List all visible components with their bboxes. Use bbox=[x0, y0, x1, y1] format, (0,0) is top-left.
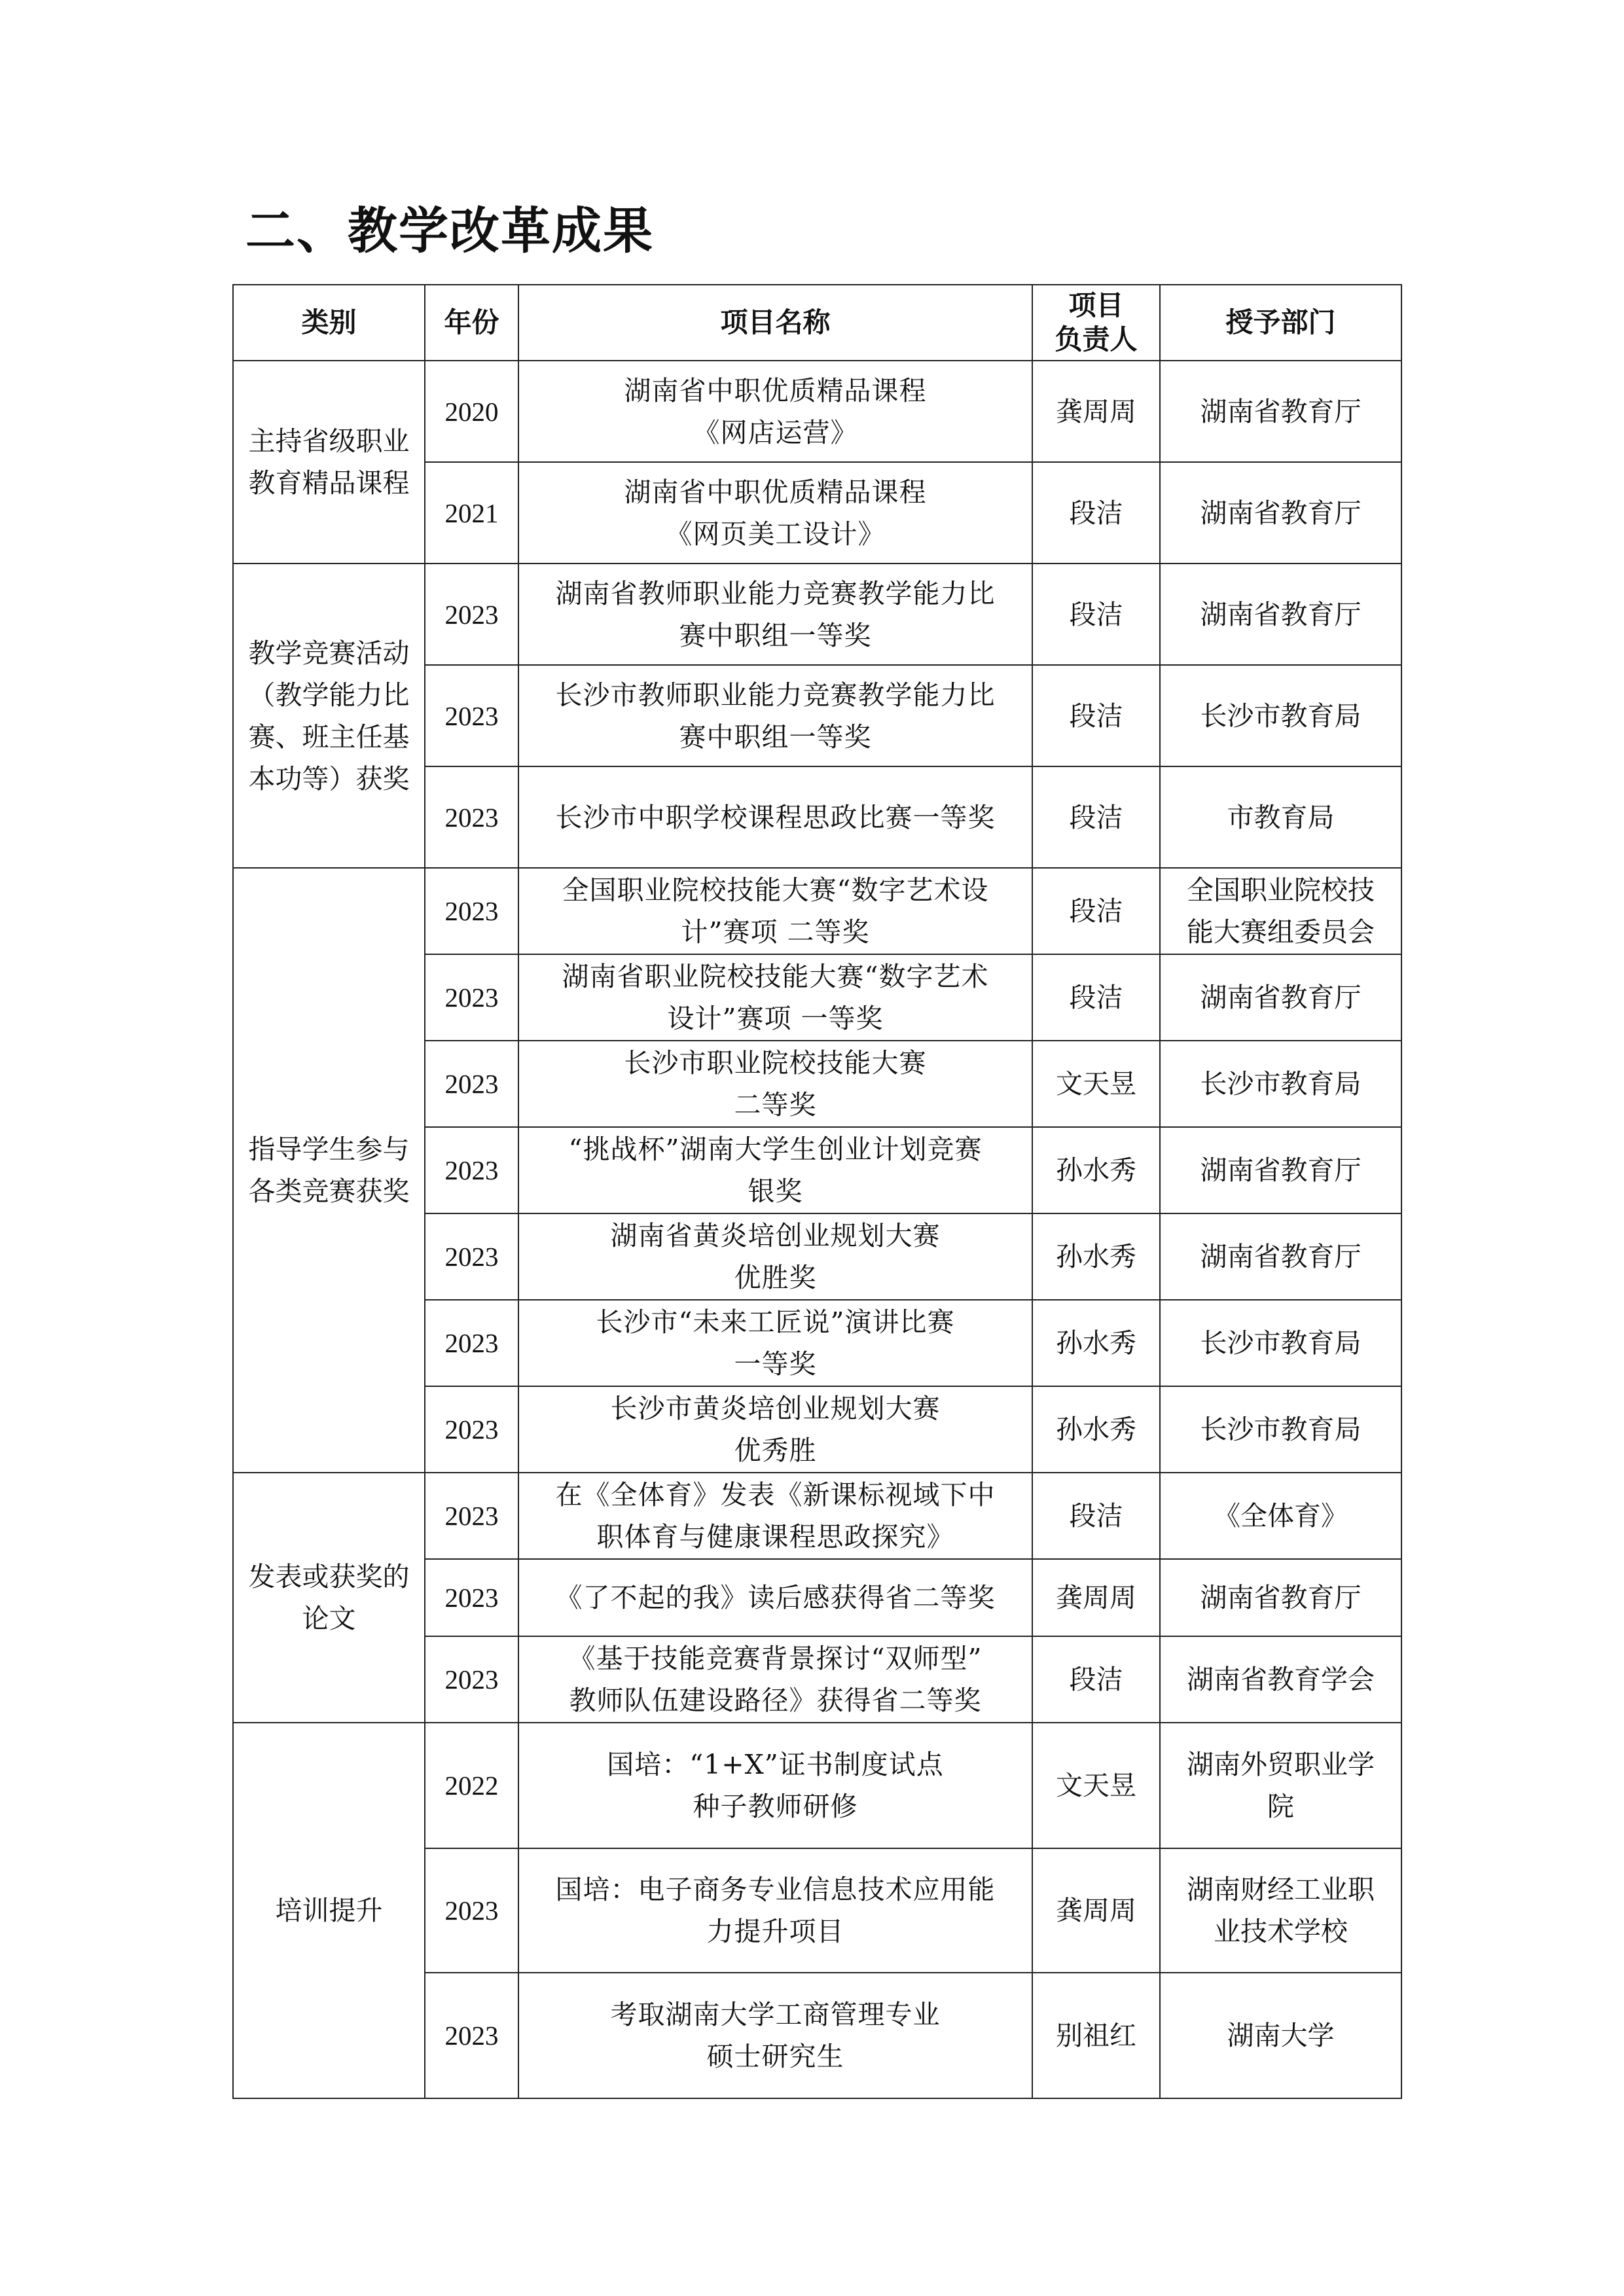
project-name-line: 《了不起的我》读后感获得省二等奖 bbox=[555, 1582, 996, 1613]
year-cell: 2023 bbox=[425, 1636, 518, 1723]
project-name-cell bbox=[518, 868, 1032, 954]
project-name-line: 长沙市职业院校技能大赛 bbox=[624, 1047, 927, 1079]
dept-cell bbox=[1160, 766, 1401, 868]
header-dept: 授予部门 bbox=[1160, 285, 1401, 361]
dept-cell bbox=[1160, 361, 1401, 462]
project-name-line: 湖南省教师职业能力竞赛教学能力比 bbox=[555, 577, 996, 609]
dept-line: 长沙市教育局 bbox=[1200, 700, 1362, 732]
dept-line: 长沙市教育局 bbox=[1200, 1068, 1362, 1100]
project-name-cell bbox=[518, 954, 1032, 1041]
category-cell: 发表或获奖的论文 bbox=[233, 1473, 425, 1723]
section-title: 二、教学改革成果 bbox=[245, 202, 654, 260]
project-name-cell bbox=[518, 1559, 1032, 1636]
dept-line: 湖南省教育厅 bbox=[1200, 982, 1362, 1013]
project-name-line: 赛中职组一等奖 bbox=[679, 721, 872, 753]
header-category: 类别 bbox=[233, 285, 425, 361]
table-row bbox=[233, 1473, 1401, 1559]
project-name-cell bbox=[518, 1973, 1032, 2098]
achievements-table bbox=[232, 284, 1402, 2099]
project-name-line: 计”赛项 二等奖 bbox=[681, 916, 870, 948]
project-name-cell bbox=[518, 1041, 1032, 1127]
owner-cell: 孙水秀 bbox=[1032, 1127, 1160, 1213]
project-name-line: 《网店运营》 bbox=[693, 416, 858, 448]
owner-cell: 龚周周 bbox=[1032, 1559, 1160, 1636]
project-name-line: 一等奖 bbox=[734, 1348, 817, 1380]
project-name-cell bbox=[518, 1723, 1032, 1848]
dept-cell bbox=[1160, 868, 1401, 954]
owner-cell: 孙水秀 bbox=[1032, 1386, 1160, 1473]
project-name-line: “挑战杯”湖南大学生创业计划竞赛 bbox=[568, 1134, 983, 1165]
project-name-line: 力提升项目 bbox=[706, 1916, 844, 1947]
dept-cell bbox=[1160, 1559, 1401, 1636]
year-cell: 2023 bbox=[425, 1300, 518, 1386]
project-name-cell bbox=[518, 665, 1032, 766]
header-owner-line2: 负责人 bbox=[1055, 323, 1138, 355]
project-name-cell bbox=[518, 462, 1032, 564]
dept-line: 全国职业院校技 bbox=[1187, 874, 1375, 906]
dept-cell bbox=[1160, 1300, 1401, 1386]
project-name-line: 湖南省职业院校技能大赛“数字艺术 bbox=[562, 961, 989, 992]
project-name-cell bbox=[518, 564, 1032, 665]
dept-cell bbox=[1160, 1636, 1401, 1723]
dept-cell bbox=[1160, 462, 1401, 564]
project-name-line: 长沙市教师职业能力竞赛教学能力比 bbox=[555, 679, 996, 711]
table-row bbox=[233, 564, 1401, 665]
owner-cell: 段洁 bbox=[1032, 954, 1160, 1041]
dept-line: 湖南省教育学会 bbox=[1187, 1664, 1375, 1695]
table-body bbox=[233, 361, 1401, 2098]
project-name-cell bbox=[518, 1386, 1032, 1473]
owner-cell: 别祖红 bbox=[1032, 1973, 1160, 2098]
header-year: 年份 bbox=[425, 285, 518, 361]
project-name-line: 全国职业院校技能大赛“数字艺术设 bbox=[562, 874, 989, 906]
dept-line: 湖南外贸职业学 bbox=[1187, 1749, 1375, 1780]
owner-cell: 段洁 bbox=[1032, 868, 1160, 954]
dept-line: 长沙市教育局 bbox=[1200, 1414, 1362, 1445]
project-name-line: 湖南省中职优质精品课程 bbox=[624, 476, 927, 508]
owner-cell: 段洁 bbox=[1032, 766, 1160, 868]
project-name-line: 赛中职组一等奖 bbox=[679, 619, 872, 651]
dept-line: 长沙市教育局 bbox=[1200, 1327, 1362, 1359]
owner-cell: 段洁 bbox=[1032, 1636, 1160, 1723]
project-name-line: 优胜奖 bbox=[734, 1262, 817, 1293]
project-name-line: 教师队伍建设路径》获得省二等奖 bbox=[569, 1685, 982, 1716]
project-name-line: 国培：电子商务专业信息技术应用能 bbox=[555, 1874, 996, 1905]
year-cell: 2023 bbox=[425, 665, 518, 766]
year-cell: 2023 bbox=[425, 1213, 518, 1300]
year-cell: 2023 bbox=[425, 1848, 518, 1973]
dept-cell bbox=[1160, 1213, 1401, 1300]
project-name-line: 长沙市“未来工匠说”演讲比赛 bbox=[596, 1306, 955, 1338]
project-name-cell bbox=[518, 1213, 1032, 1300]
project-name-line: 种子教师研修 bbox=[693, 1791, 858, 1822]
year-cell: 2023 bbox=[425, 1973, 518, 2098]
project-name-line: 湖南省中职优质精品课程 bbox=[624, 374, 927, 406]
year-cell: 2023 bbox=[425, 1559, 518, 1636]
year-cell: 2023 bbox=[425, 564, 518, 665]
project-name-line: 优秀胜 bbox=[734, 1435, 817, 1466]
project-name-cell bbox=[518, 361, 1032, 462]
project-name-line: 长沙市黄炎培创业规划大赛 bbox=[610, 1393, 941, 1424]
category-cell: 教学竞赛活动（教学能力比赛、班主任基本功等）获奖 bbox=[233, 564, 425, 868]
project-name-line: 职体育与健康课程思政探究》 bbox=[596, 1521, 954, 1552]
dept-line: 湖南省教育厅 bbox=[1200, 497, 1362, 529]
dept-line: 湖南省教育厅 bbox=[1200, 1241, 1362, 1272]
year-cell: 2023 bbox=[425, 1386, 518, 1473]
dept-line: 湖南省教育厅 bbox=[1200, 1155, 1362, 1186]
dept-cell bbox=[1160, 1473, 1401, 1559]
project-name-line: 《网页美工设计》 bbox=[665, 518, 886, 550]
dept-line: 湖南省教育厅 bbox=[1200, 598, 1362, 630]
header-owner bbox=[1032, 285, 1160, 361]
table-row bbox=[233, 361, 1401, 462]
category-cell: 培训提升 bbox=[233, 1723, 425, 2098]
project-name-line: 二等奖 bbox=[734, 1089, 817, 1121]
dept-line: 《全体育》 bbox=[1214, 1500, 1348, 1532]
dept-cell bbox=[1160, 1386, 1401, 1473]
dept-cell bbox=[1160, 564, 1401, 665]
table-row bbox=[233, 1723, 1401, 1848]
dept-line: 湖南财经工业职 bbox=[1187, 1874, 1375, 1905]
project-name-cell bbox=[518, 1473, 1032, 1559]
table-row bbox=[233, 868, 1401, 954]
project-name-line: 国培：“1+X”证书制度试点 bbox=[607, 1749, 944, 1780]
category-cell: 指导学生参与各类竞赛获奖 bbox=[233, 868, 425, 1473]
header-project: 项目名称 bbox=[518, 285, 1032, 361]
year-cell: 2023 bbox=[425, 1127, 518, 1213]
year-cell: 2020 bbox=[425, 361, 518, 462]
project-name-cell bbox=[518, 1848, 1032, 1973]
project-name-line: 设计”赛项 一等奖 bbox=[667, 1003, 884, 1034]
dept-cell bbox=[1160, 1041, 1401, 1127]
project-name-line: 银奖 bbox=[748, 1175, 803, 1207]
table-header-row bbox=[233, 285, 1401, 361]
owner-cell: 孙水秀 bbox=[1032, 1300, 1160, 1386]
owner-cell: 段洁 bbox=[1032, 462, 1160, 564]
dept-line: 湖南省教育厅 bbox=[1200, 395, 1362, 427]
dept-line: 市教育局 bbox=[1227, 801, 1335, 833]
project-name-cell bbox=[518, 1636, 1032, 1723]
dept-cell bbox=[1160, 1848, 1401, 1973]
project-name-line: 硕士研究生 bbox=[706, 2041, 844, 2072]
dept-cell bbox=[1160, 665, 1401, 766]
project-name-line: 湖南省黄炎培创业规划大赛 bbox=[610, 1220, 941, 1251]
dept-cell bbox=[1160, 954, 1401, 1041]
dept-line: 业技术学校 bbox=[1214, 1916, 1348, 1947]
year-cell: 2023 bbox=[425, 1473, 518, 1559]
owner-cell: 文天昱 bbox=[1032, 1723, 1160, 1848]
project-name-line: 《基于技能竞赛背景探讨“双师型” bbox=[568, 1643, 983, 1674]
owner-cell: 段洁 bbox=[1032, 665, 1160, 766]
dept-line: 院 bbox=[1267, 1791, 1294, 1822]
year-cell: 2023 bbox=[425, 868, 518, 954]
project-name-line: 考取湖南大学工商管理专业 bbox=[610, 1999, 941, 2030]
owner-cell: 龚周周 bbox=[1032, 1848, 1160, 1973]
year-cell: 2023 bbox=[425, 1041, 518, 1127]
dept-cell bbox=[1160, 1723, 1401, 1848]
owner-cell: 龚周周 bbox=[1032, 361, 1160, 462]
dept-cell bbox=[1160, 1127, 1401, 1213]
dept-line: 湖南大学 bbox=[1227, 2020, 1335, 2051]
owner-cell: 孙水秀 bbox=[1032, 1213, 1160, 1300]
project-name-cell bbox=[518, 1300, 1032, 1386]
year-cell: 2022 bbox=[425, 1723, 518, 1848]
header-owner-line1: 项目 bbox=[1068, 289, 1124, 321]
project-name-cell bbox=[518, 766, 1032, 868]
project-name-line: 长沙市中职学校课程思政比赛一等奖 bbox=[555, 801, 996, 833]
dept-line: 湖南省教育厅 bbox=[1200, 1582, 1362, 1613]
project-name-cell bbox=[518, 1127, 1032, 1213]
dept-cell bbox=[1160, 1973, 1401, 2098]
owner-cell: 文天昱 bbox=[1032, 1041, 1160, 1127]
owner-cell: 段洁 bbox=[1032, 564, 1160, 665]
year-cell: 2023 bbox=[425, 766, 518, 868]
year-cell: 2023 bbox=[425, 954, 518, 1041]
year-cell: 2021 bbox=[425, 462, 518, 564]
owner-cell: 段洁 bbox=[1032, 1473, 1160, 1559]
category-cell: 主持省级职业教育精品课程 bbox=[233, 361, 425, 564]
project-name-line: 在《全体育》发表《新课标视域下中 bbox=[555, 1479, 996, 1511]
dept-line: 能大赛组委员会 bbox=[1187, 916, 1375, 948]
